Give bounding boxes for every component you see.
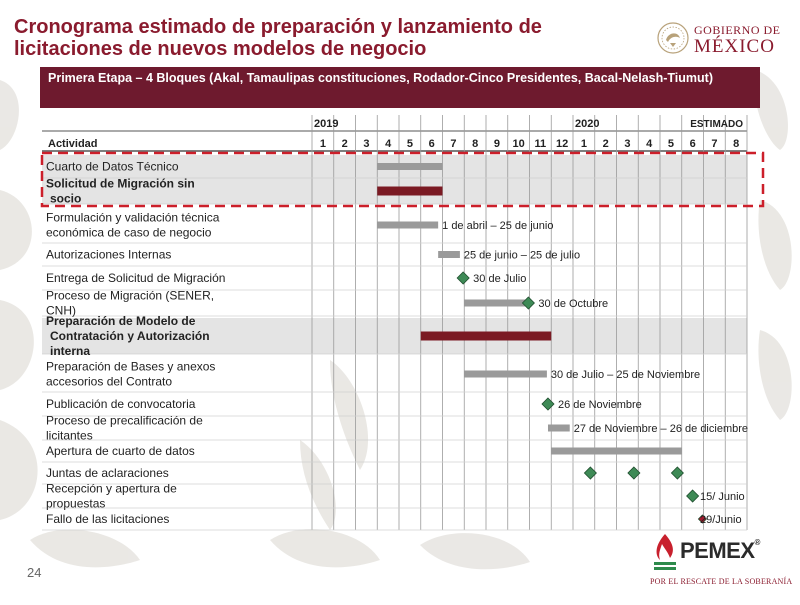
milestone-diamond xyxy=(457,272,469,284)
month-tick-label: 2 xyxy=(602,138,609,150)
activity-label: licitantes xyxy=(46,428,93,443)
bar-annotation: 30 de Julio – 25 de Noviembre xyxy=(550,369,701,381)
gantt-bar xyxy=(464,300,528,307)
month-tick-label: 5 xyxy=(667,138,674,150)
month-tick-label: 8 xyxy=(733,138,740,150)
month-tick-label: 12 xyxy=(556,138,569,150)
gantt-bar xyxy=(377,222,438,229)
activity-label: interna xyxy=(50,344,91,358)
month-tick-label: 1 xyxy=(580,138,587,150)
government-logo-line1: GOBIERNO DE xyxy=(694,23,781,37)
activity-label: Fallo de las licitaciones xyxy=(46,512,170,526)
pemex-logo xyxy=(648,532,793,592)
activity-label: accesorios del Contrato xyxy=(46,374,173,389)
bar-annotation: 30 de Julio xyxy=(473,273,527,285)
activity-label: económica de caso de negocio xyxy=(46,225,212,240)
milestone-diamond xyxy=(542,398,554,410)
page-number: 24 xyxy=(27,565,42,580)
month-tick-label: 11 xyxy=(534,138,547,150)
activity-label: Proceso de Migración (SENER, xyxy=(46,288,215,303)
gantt-bar xyxy=(464,371,547,378)
activity-label: Cuarto de Datos Técnico xyxy=(46,159,179,174)
page-title: Cronograma estimado de preparación y lanzamiento de licitaciones de nuevos modelos de negocio xyxy=(14,16,542,60)
activity-header: Actividad xyxy=(48,138,98,150)
activity-label: Formulación y validación técnica xyxy=(46,210,220,225)
gantt-bar xyxy=(548,425,570,432)
bar-annotation: 25 de junio – 25 de julio xyxy=(463,249,581,262)
month-tick-label: 9 xyxy=(493,138,500,150)
month-tick-label: 6 xyxy=(428,138,435,150)
bar-annotation: 29/Junio xyxy=(700,514,742,526)
activity-label: Juntas de aclaraciones xyxy=(46,466,169,480)
activity-label: Preparación de Bases y anexos xyxy=(46,359,216,374)
gantt-bar xyxy=(421,332,552,341)
activity-label: Solicitud de Migración sin xyxy=(46,176,195,191)
month-tick-label: 2 xyxy=(341,138,348,150)
bar-annotation: 1 de abril – 25 de junio xyxy=(442,220,554,232)
gantt-bar xyxy=(377,163,442,170)
estimate-label: ESTIMADO xyxy=(690,119,743,130)
month-tick-label: 7 xyxy=(711,138,718,150)
month-tick-label: 1 xyxy=(319,138,326,150)
month-tick-label: 7 xyxy=(450,138,457,150)
activity-label: Autorizaciones Internas xyxy=(46,247,172,262)
gantt-bar xyxy=(377,187,442,196)
activity-label: socio xyxy=(50,191,82,206)
month-tick-label: 6 xyxy=(689,138,696,150)
gantt-bar xyxy=(438,251,460,258)
pemex-slogan: POR EL RESCATE DE LA SOBERANÍA xyxy=(650,577,793,586)
month-tick-label: 8 xyxy=(472,138,479,150)
bar-annotation: 30 de Octubre xyxy=(538,298,609,310)
month-tick-label: 4 xyxy=(646,138,653,150)
activity-label: propuestas xyxy=(46,496,106,511)
government-logo-line2: MÉXICO xyxy=(694,36,775,57)
month-tick-label: 3 xyxy=(624,138,631,150)
month-tick-label: 10 xyxy=(512,138,525,150)
bar-annotation: 26 de Noviembre xyxy=(557,399,642,411)
gantt-bar xyxy=(551,448,682,455)
activity-label: CNH) xyxy=(46,303,76,318)
activity-label: Entrega de Solicitud de Migración xyxy=(46,271,226,285)
bar-annotation: 15/ Junio xyxy=(700,491,745,503)
year-label: 2019 xyxy=(314,118,339,130)
activity-label: Proceso de precalificación de xyxy=(46,413,203,428)
milestone-diamond xyxy=(687,490,699,502)
bar-annotation: 27 de Noviembre – 26 de diciembre xyxy=(573,423,749,435)
pemex-flame-icon xyxy=(650,532,680,572)
activity-label: Apertura de cuarto de datos xyxy=(46,444,195,458)
stage-banner: Primera Etapa – 4 Bloques (Akal, Tamaulipas constituciones, Rodador-Cinco Presidentes, Bacal-Nelash-Tiumut) xyxy=(40,67,760,108)
activity-label: Publicación de convocatoria xyxy=(46,397,196,411)
month-tick-label: 3 xyxy=(363,138,370,150)
milestone-diamond xyxy=(522,297,534,309)
month-tick-label: 4 xyxy=(385,138,392,150)
activity-label: Preparación de Modelo de xyxy=(46,314,196,328)
activity-label: Recepción y apertura de xyxy=(46,481,177,496)
year-label: 2020 xyxy=(575,118,600,130)
month-tick-label: 5 xyxy=(406,138,413,150)
pemex-wordmark: PEMEX® xyxy=(680,538,760,563)
activity-label: Contratación y Autorización xyxy=(50,329,210,343)
